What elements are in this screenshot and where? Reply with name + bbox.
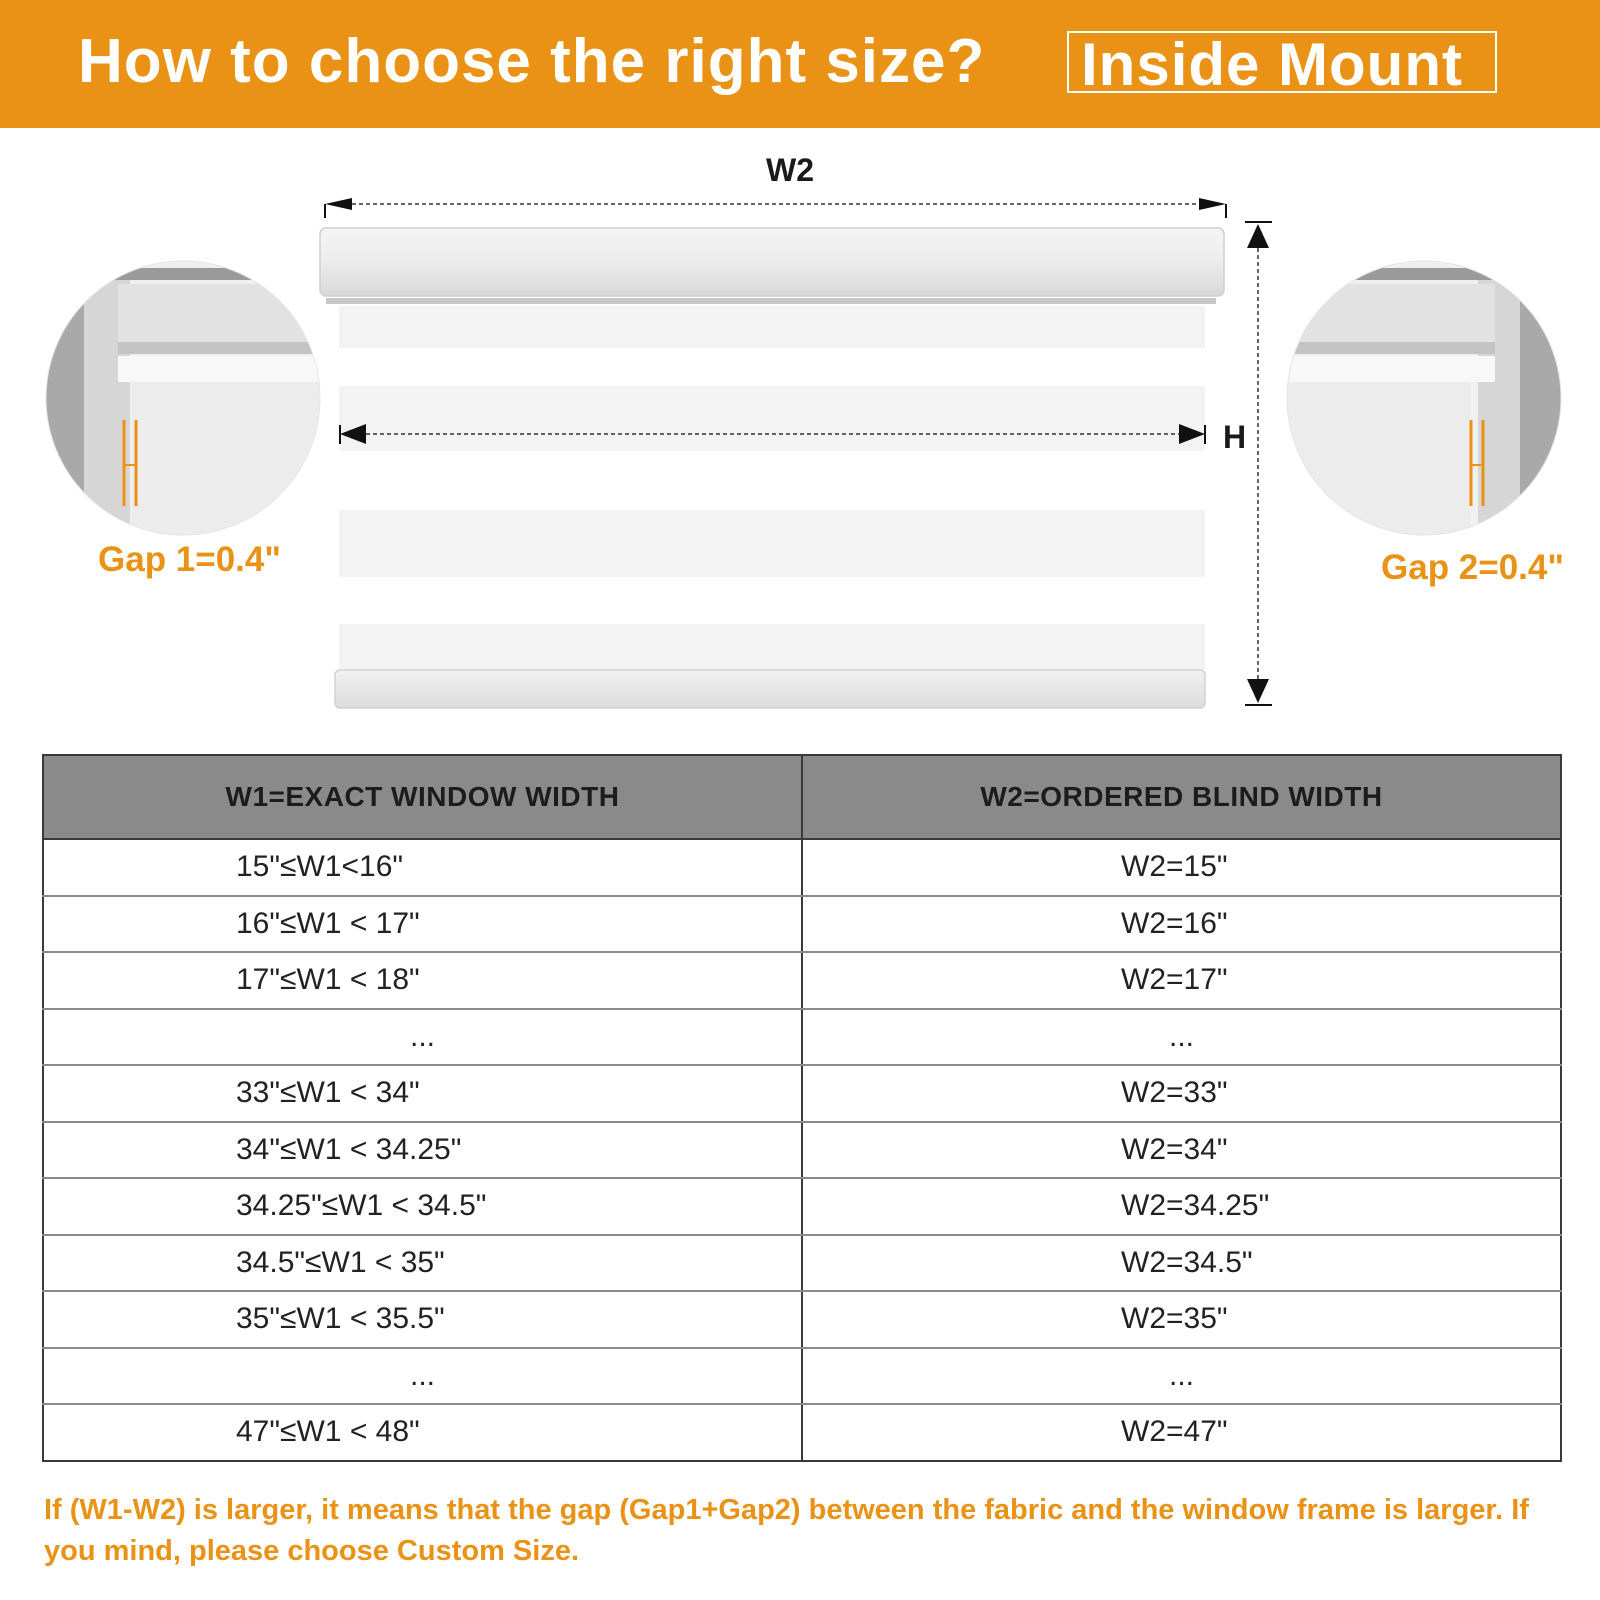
- w1-range-cell: 47"≤W1 < 48": [43, 1404, 802, 1461]
- table-row: [43, 1065, 1561, 1122]
- w2-ellipsis-cell: ...: [802, 1348, 1561, 1405]
- w1-range-cell: 16"≤W1 < 17": [43, 896, 802, 953]
- w1-range-cell: 15"≤W1<16": [43, 839, 802, 896]
- column-header-w2: W2=ORDERED BLIND WIDTH: [802, 755, 1561, 839]
- page-title: How to choose the right size?: [78, 27, 986, 96]
- width-label: W2: [766, 152, 814, 188]
- w2-width-cell: W2=34.25": [802, 1178, 1561, 1235]
- table-row: [43, 839, 1561, 896]
- w1-ellipsis-cell: ...: [43, 1009, 802, 1066]
- blind-illustration: [0, 128, 1600, 728]
- w2-width-cell: W2=34.5": [802, 1235, 1561, 1292]
- w1-range-cell: 35"≤W1 < 35.5": [43, 1291, 802, 1348]
- mount-type-label: Inside Mount: [1081, 31, 1463, 98]
- table-row: [43, 1348, 1561, 1405]
- w1-range-cell: 33"≤W1 < 34": [43, 1065, 802, 1122]
- w2-width-cell: W2=33": [802, 1065, 1561, 1122]
- column-header-w1: W1=EXACT WINDOW WIDTH: [43, 755, 802, 839]
- footer-note: If (W1-W2) is larger, it means that the gap (Gap1+Gap2) between the fabric and the window frame is larger. If you mind, please choose Custom Size.: [44, 1494, 1529, 1567]
- w1-ellipsis-cell: ...: [43, 1348, 802, 1405]
- table-row: [43, 1235, 1561, 1292]
- w2-width-cell: W2=34": [802, 1122, 1561, 1179]
- mount-type-badge: [1067, 31, 1497, 98]
- table-row: [43, 1009, 1561, 1066]
- table-row: [43, 1404, 1561, 1461]
- height-label: H: [1223, 419, 1247, 455]
- w2-width-cell: W2=17": [802, 952, 1561, 1009]
- w2-ellipsis-cell: ...: [802, 1009, 1561, 1066]
- w1-range-cell: 34.5"≤W1 < 35": [43, 1235, 802, 1292]
- gap-left-detail: [40, 258, 338, 552]
- size-table: [42, 754, 1562, 1462]
- gap-right-label: Gap 2=0.4": [1381, 548, 1564, 587]
- table-row: [43, 896, 1561, 953]
- table-row: [43, 1122, 1561, 1179]
- w2-width-cell: W2=15": [802, 839, 1561, 896]
- blind-diagram: [0, 128, 1600, 728]
- blind-fabric: [339, 306, 1205, 670]
- gap-right-detail: [1285, 258, 1575, 552]
- w2-width-cell: W2=35": [802, 1291, 1561, 1348]
- width-dimension-line: [325, 198, 1226, 218]
- gap-left-label: Gap 1=0.4": [98, 540, 281, 579]
- height-dimension-line: [1245, 222, 1272, 705]
- w1-range-cell: 17"≤W1 < 18": [43, 952, 802, 1009]
- table-row: [43, 1291, 1561, 1348]
- table-row: [43, 1178, 1561, 1235]
- header-banner: [0, 0, 1600, 128]
- w1-range-cell: 34.25"≤W1 < 34.5": [43, 1178, 802, 1235]
- bottom-rail: [335, 670, 1205, 708]
- w1-range-cell: 34"≤W1 < 34.25": [43, 1122, 802, 1179]
- head-rail: [320, 228, 1224, 304]
- w2-width-cell: W2=16": [802, 896, 1561, 953]
- w2-width-cell: W2=47": [802, 1404, 1561, 1461]
- table-row: [43, 952, 1561, 1009]
- table-header-row: [43, 755, 1561, 839]
